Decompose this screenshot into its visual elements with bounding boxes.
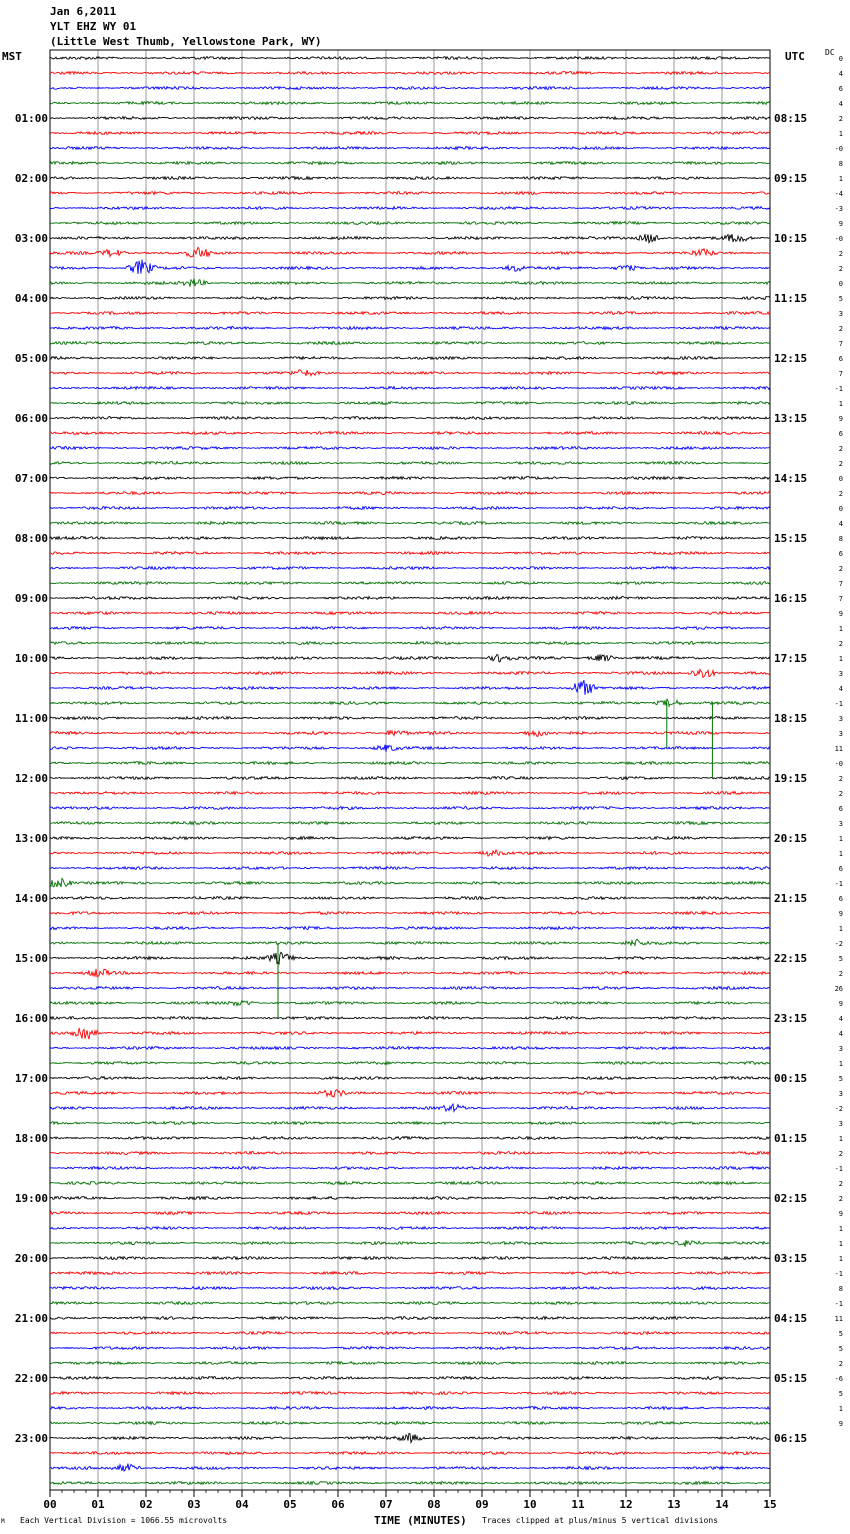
hour-label-mst: 23:00 <box>14 1432 48 1445</box>
dc-offset-label: -2 <box>834 940 843 948</box>
x-tick-label: 15 <box>763 1498 777 1511</box>
trace-line <box>50 952 770 964</box>
trace-line <box>50 132 770 135</box>
dc-offset-label: 0 <box>838 475 843 483</box>
hour-label-mst: 07:00 <box>14 472 48 485</box>
dc-offset-label: 0 <box>838 55 843 63</box>
trace-line <box>50 837 770 840</box>
trace-line <box>50 927 770 930</box>
dc-offset-label: 9 <box>838 1000 843 1008</box>
dc-offset-label: -1 <box>834 700 843 708</box>
hour-label-mst: 15:00 <box>14 952 48 965</box>
hour-label-mst: 20:00 <box>14 1252 48 1265</box>
hour-label-mst: 17:00 <box>14 1072 48 1085</box>
trace-line <box>50 867 770 870</box>
dc-offset-label: -2 <box>834 1105 843 1113</box>
hour-label-mst: 21:00 <box>14 1312 48 1325</box>
clip-note: Traces clipped at plus/minus 5 vertical divisions <box>482 1516 719 1525</box>
dc-offset-label: 2 <box>838 1180 843 1188</box>
trace-line <box>50 1407 770 1410</box>
dc-offset-label: 8 <box>838 160 843 168</box>
hour-label-utc: 04:15 <box>774 1312 808 1325</box>
trace-line <box>50 969 770 977</box>
dc-offset-label: 3 <box>838 1090 843 1098</box>
dc-offset-label: 2 <box>838 970 843 978</box>
dc-offset-label: -6 <box>834 1375 843 1383</box>
dc-offset-label: 4 <box>838 1015 843 1023</box>
dc-offset-label: 6 <box>838 550 843 558</box>
dc-offset-label: 1 <box>838 850 843 858</box>
dc-offset-label: -1 <box>834 1300 843 1308</box>
hour-label-mst: 02:00 <box>14 172 48 185</box>
hour-label-utc: 22:15 <box>774 952 808 965</box>
dc-offset-label: 2 <box>838 115 843 123</box>
trace-line <box>50 762 770 765</box>
hour-label-mst: 01:00 <box>14 112 48 125</box>
trace-line <box>50 1452 770 1455</box>
location-label: (Little West Thumb, Yellowstone Park, WY) <box>50 35 322 48</box>
hour-label-utc: 15:15 <box>774 532 808 545</box>
dc-offset-label: 3 <box>838 715 843 723</box>
utc-label: UTC <box>785 50 805 63</box>
x-tick-label: 10 <box>523 1498 537 1511</box>
dc-offset-label: -0 <box>834 235 843 243</box>
trace-line <box>50 57 770 60</box>
hour-label-mst: 11:00 <box>14 712 48 725</box>
hour-label-mst: 14:00 <box>14 892 48 905</box>
hour-label-utc: 19:15 <box>774 772 808 785</box>
hour-label-mst: 12:00 <box>14 772 48 785</box>
trace-line <box>50 537 770 540</box>
dc-offset-label: 2 <box>838 565 843 573</box>
trace-line <box>50 597 770 600</box>
trace-line <box>50 417 770 420</box>
trace-line <box>50 1392 770 1395</box>
hour-label-utc: 03:15 <box>774 1252 808 1265</box>
hour-label-mst: 13:00 <box>14 832 48 845</box>
hour-label-utc: 23:15 <box>774 1012 808 1025</box>
trace-line <box>50 102 770 105</box>
trace-line <box>50 912 770 915</box>
dc-offset-label: 4 <box>838 70 843 78</box>
dc-offset-label: 2 <box>838 265 843 273</box>
hour-label-mst: 10:00 <box>14 652 48 665</box>
dc-offset-label: 2 <box>838 1195 843 1203</box>
x-tick-label: 08 <box>427 1498 441 1511</box>
trace-line <box>50 1287 770 1290</box>
plot-frame <box>50 50 770 1490</box>
dc-offset-label: 1 <box>838 400 843 408</box>
trace-line <box>50 1362 770 1365</box>
trace-line <box>50 1047 770 1050</box>
x-tick-label: 12 <box>619 1498 633 1511</box>
dc-offset-label: 1 <box>838 1060 843 1068</box>
dc-offset-label: 3 <box>838 1120 843 1128</box>
x-tick-label: 05 <box>283 1498 297 1511</box>
dc-offset-label: 6 <box>838 805 843 813</box>
hour-label-mst: 04:00 <box>14 292 48 305</box>
trace-line <box>50 1137 770 1140</box>
dc-offset-label: 9 <box>838 1210 843 1218</box>
hour-label-utc: 18:15 <box>774 712 808 725</box>
hour-label-mst: 16:00 <box>14 1012 48 1025</box>
trace-line <box>50 1302 770 1305</box>
dc-offset-label: 2 <box>838 1150 843 1158</box>
dc-offset-label: 1 <box>838 130 843 138</box>
trace-line <box>50 731 770 737</box>
dc-offset-label: 4 <box>838 1030 843 1038</box>
trace-line <box>50 850 770 856</box>
hour-label-utc: 09:15 <box>774 172 808 185</box>
x-tick-label: 13 <box>667 1498 681 1511</box>
trace-line <box>50 312 770 315</box>
trace-line <box>50 1482 770 1485</box>
trace-line <box>50 462 770 465</box>
dc-offset-label: 1 <box>838 925 843 933</box>
x-tick-label: 00 <box>43 1498 57 1511</box>
dc-offset-label: 5 <box>838 1330 843 1338</box>
x-tick-label: 06 <box>331 1498 345 1511</box>
hour-label-utc: 08:15 <box>774 112 808 125</box>
dc-offset-label: 9 <box>838 910 843 918</box>
trace-line <box>50 260 770 274</box>
x-axis-label: TIME (MINUTES) <box>374 1514 467 1527</box>
x-tick-label: 11 <box>571 1498 585 1511</box>
hour-label-mst: 08:00 <box>14 532 48 545</box>
dc-offset-label: 4 <box>838 520 843 528</box>
dc-offset-label: 1 <box>838 1225 843 1233</box>
mst-label: MST <box>2 50 22 63</box>
hour-label-utc: 20:15 <box>774 832 808 845</box>
trace-line <box>50 162 770 165</box>
dc-offset-label: -1 <box>834 1270 843 1278</box>
trace-line <box>50 72 770 75</box>
trace-line <box>50 939 770 945</box>
trace-line <box>50 567 770 570</box>
trace-line <box>50 1028 770 1039</box>
trace-line <box>50 222 770 225</box>
dc-offset-label: 6 <box>838 430 843 438</box>
trace-line <box>50 717 770 720</box>
dc-offset-label: 3 <box>838 670 843 678</box>
dc-offset-label: 11 <box>834 745 843 753</box>
x-tick-label: 01 <box>91 1498 105 1511</box>
dc-offset-label: 5 <box>838 1390 843 1398</box>
dc-offset-label: 6 <box>838 865 843 873</box>
hour-label-mst: 05:00 <box>14 352 48 365</box>
trace-line <box>50 987 770 990</box>
dc-offset-label: -3 <box>834 205 843 213</box>
trace-line <box>50 1377 770 1380</box>
trace-line <box>50 492 770 495</box>
trace-line <box>50 1090 770 1097</box>
trace-line <box>50 207 770 210</box>
dc-offset-label: 2 <box>838 460 843 468</box>
trace-line <box>50 402 770 405</box>
trace-line <box>50 1422 770 1425</box>
date-label: Jan 6,2011 <box>50 5 117 18</box>
dc-offset-label: 1 <box>838 655 843 663</box>
trace-line <box>50 699 770 706</box>
dc-offset-label: 0 <box>838 280 843 288</box>
trace-line <box>50 822 770 825</box>
hour-label-mst: 19:00 <box>14 1192 48 1205</box>
trace-line <box>50 1433 770 1442</box>
hour-label-utc: 12:15 <box>774 352 808 365</box>
dc-offset-label: 9 <box>838 220 843 228</box>
dc-offset-label: 9 <box>838 415 843 423</box>
dc-offset-label: 1 <box>838 1255 843 1263</box>
hour-label-utc: 06:15 <box>774 1432 808 1445</box>
trace-line <box>50 1104 770 1111</box>
trace-line <box>50 670 770 678</box>
dc-offset-label: 7 <box>838 595 843 603</box>
dc-offset-label: 3 <box>838 730 843 738</box>
trace-line <box>50 878 770 887</box>
trace-line <box>50 1062 770 1065</box>
hour-label-mst: 09:00 <box>14 592 48 605</box>
hour-label-utc: 11:15 <box>774 292 808 305</box>
dc-offset-label: 3 <box>838 1045 843 1053</box>
trace-line <box>50 1152 770 1155</box>
corner-mark: M <box>1 1518 5 1525</box>
hour-label-mst: 18:00 <box>14 1132 48 1145</box>
dc-offset-label: 1 <box>838 625 843 633</box>
trace-line <box>50 1272 770 1275</box>
trace-line <box>50 1464 770 1471</box>
dc-offset-label: 7 <box>838 370 843 378</box>
dc-offset-label: -0 <box>834 145 843 153</box>
dc-offset-label: 1 <box>838 1135 843 1143</box>
trace-line <box>50 807 770 810</box>
hour-label-mst: 06:00 <box>14 412 48 425</box>
trace-line <box>50 477 770 480</box>
trace-line <box>50 897 770 900</box>
dc-offset-label: 7 <box>838 580 843 588</box>
trace-line <box>50 1240 770 1247</box>
hour-label-utc: 21:15 <box>774 892 808 905</box>
trace-line <box>50 1212 770 1215</box>
trace-line <box>50 297 770 300</box>
dc-offset-label: 1 <box>838 835 843 843</box>
trace-line <box>50 342 770 345</box>
dc-offset-label: 1 <box>838 1240 843 1248</box>
hour-label-utc: 17:15 <box>774 652 808 665</box>
hour-label-mst: 03:00 <box>14 232 48 245</box>
trace-line <box>50 279 770 287</box>
dc-offset-label: 5 <box>838 955 843 963</box>
trace-line <box>50 147 770 150</box>
dc-offset-label: 2 <box>838 1360 843 1368</box>
trace-line <box>50 247 770 257</box>
dc-offset-label: 9 <box>838 1420 843 1428</box>
trace-line <box>50 1077 770 1080</box>
x-tick-label: 07 <box>379 1498 393 1511</box>
dc-offset-label: 11 <box>834 1315 843 1323</box>
trace-line <box>50 1167 770 1170</box>
trace-line <box>50 370 770 376</box>
dc-offset-label: 8 <box>838 535 843 543</box>
trace-line <box>50 192 770 195</box>
hour-label-utc: 05:15 <box>774 1372 808 1385</box>
dc-offset-label: -0 <box>834 760 843 768</box>
trace-line <box>50 117 770 120</box>
trace-line <box>50 1001 770 1006</box>
trace-line <box>50 87 770 90</box>
trace-line <box>50 777 770 780</box>
x-tick-label: 14 <box>715 1498 729 1511</box>
dc-offset-label: 4 <box>838 100 843 108</box>
dc-offset-label: 2 <box>838 250 843 258</box>
dc-offset-label: 2 <box>838 325 843 333</box>
trace-line <box>50 552 770 555</box>
dc-offset-label: 1 <box>838 1405 843 1413</box>
trace-line <box>50 357 770 360</box>
dc-offset-label: 7 <box>838 340 843 348</box>
hour-label-utc: 10:15 <box>774 232 808 245</box>
dc-offset-label: 2 <box>838 445 843 453</box>
trace-line <box>50 1332 770 1335</box>
dc-offset-label: 3 <box>838 310 843 318</box>
trace-line <box>50 654 770 662</box>
hour-label-mst: 22:00 <box>14 1372 48 1385</box>
trace-line <box>50 387 770 390</box>
x-tick-label: 02 <box>139 1498 153 1511</box>
trace-line <box>50 522 770 525</box>
x-tick-label: 04 <box>235 1498 249 1511</box>
dc-offset-label: 6 <box>838 355 843 363</box>
trace-line <box>50 234 770 243</box>
hour-label-utc: 00:15 <box>774 1072 808 1085</box>
trace-line <box>50 1017 770 1020</box>
scale-note: Each Vertical Division = 1066.55 microvolts <box>20 1516 228 1525</box>
trace-line <box>50 1227 770 1230</box>
dc-offset-label: 0 <box>838 505 843 513</box>
x-tick-label: 09 <box>475 1498 489 1511</box>
hour-label-utc: 13:15 <box>774 412 808 425</box>
trace-line <box>50 1347 770 1350</box>
x-tick-label: 03 <box>187 1498 201 1511</box>
dc-offset-label: -1 <box>834 385 843 393</box>
dc-offset-label: 5 <box>838 1345 843 1353</box>
hour-label-utc: 16:15 <box>774 592 808 605</box>
dc-label: DC <box>825 48 835 57</box>
dc-offset-label: 2 <box>838 490 843 498</box>
trace-line <box>50 745 770 752</box>
trace-line <box>50 1122 770 1125</box>
dc-offset-label: 9 <box>838 610 843 618</box>
dc-offset-label: -1 <box>834 1165 843 1173</box>
dc-offset-label: 6 <box>838 85 843 93</box>
hour-label-utc: 01:15 <box>774 1132 808 1145</box>
trace-line <box>50 792 770 795</box>
trace-line <box>50 327 770 330</box>
dc-offset-label: 6 <box>838 895 843 903</box>
trace-line <box>50 680 770 695</box>
dc-offset-label: 2 <box>838 640 843 648</box>
dc-offset-label: 4 <box>838 685 843 693</box>
dc-offset-label: 1 <box>838 175 843 183</box>
dc-offset-label: 2 <box>838 775 843 783</box>
trace-line <box>50 1197 770 1200</box>
trace-line <box>50 1182 770 1185</box>
dc-offset-label: 8 <box>838 1285 843 1293</box>
trace-line <box>50 1317 770 1320</box>
trace-line <box>50 1257 770 1260</box>
dc-offset-label: 5 <box>838 295 843 303</box>
trace-line <box>50 507 770 510</box>
trace-line <box>50 177 770 180</box>
trace-line <box>50 612 770 615</box>
dc-offset-label: 2 <box>838 790 843 798</box>
hour-label-utc: 14:15 <box>774 472 808 485</box>
trace-line <box>50 627 770 630</box>
trace-line <box>50 642 770 645</box>
hour-label-utc: 02:15 <box>774 1192 808 1205</box>
station-label: YLT EHZ WY 01 <box>50 20 137 33</box>
dc-offset-label: 5 <box>838 1075 843 1083</box>
trace-line <box>50 432 770 435</box>
dc-offset-label: -1 <box>834 880 843 888</box>
dc-offset-label: 3 <box>838 820 843 828</box>
dc-offset-label: -4 <box>834 190 843 198</box>
trace-line <box>50 582 770 585</box>
trace-line <box>50 447 770 450</box>
dc-offset-label: 26 <box>834 985 843 993</box>
